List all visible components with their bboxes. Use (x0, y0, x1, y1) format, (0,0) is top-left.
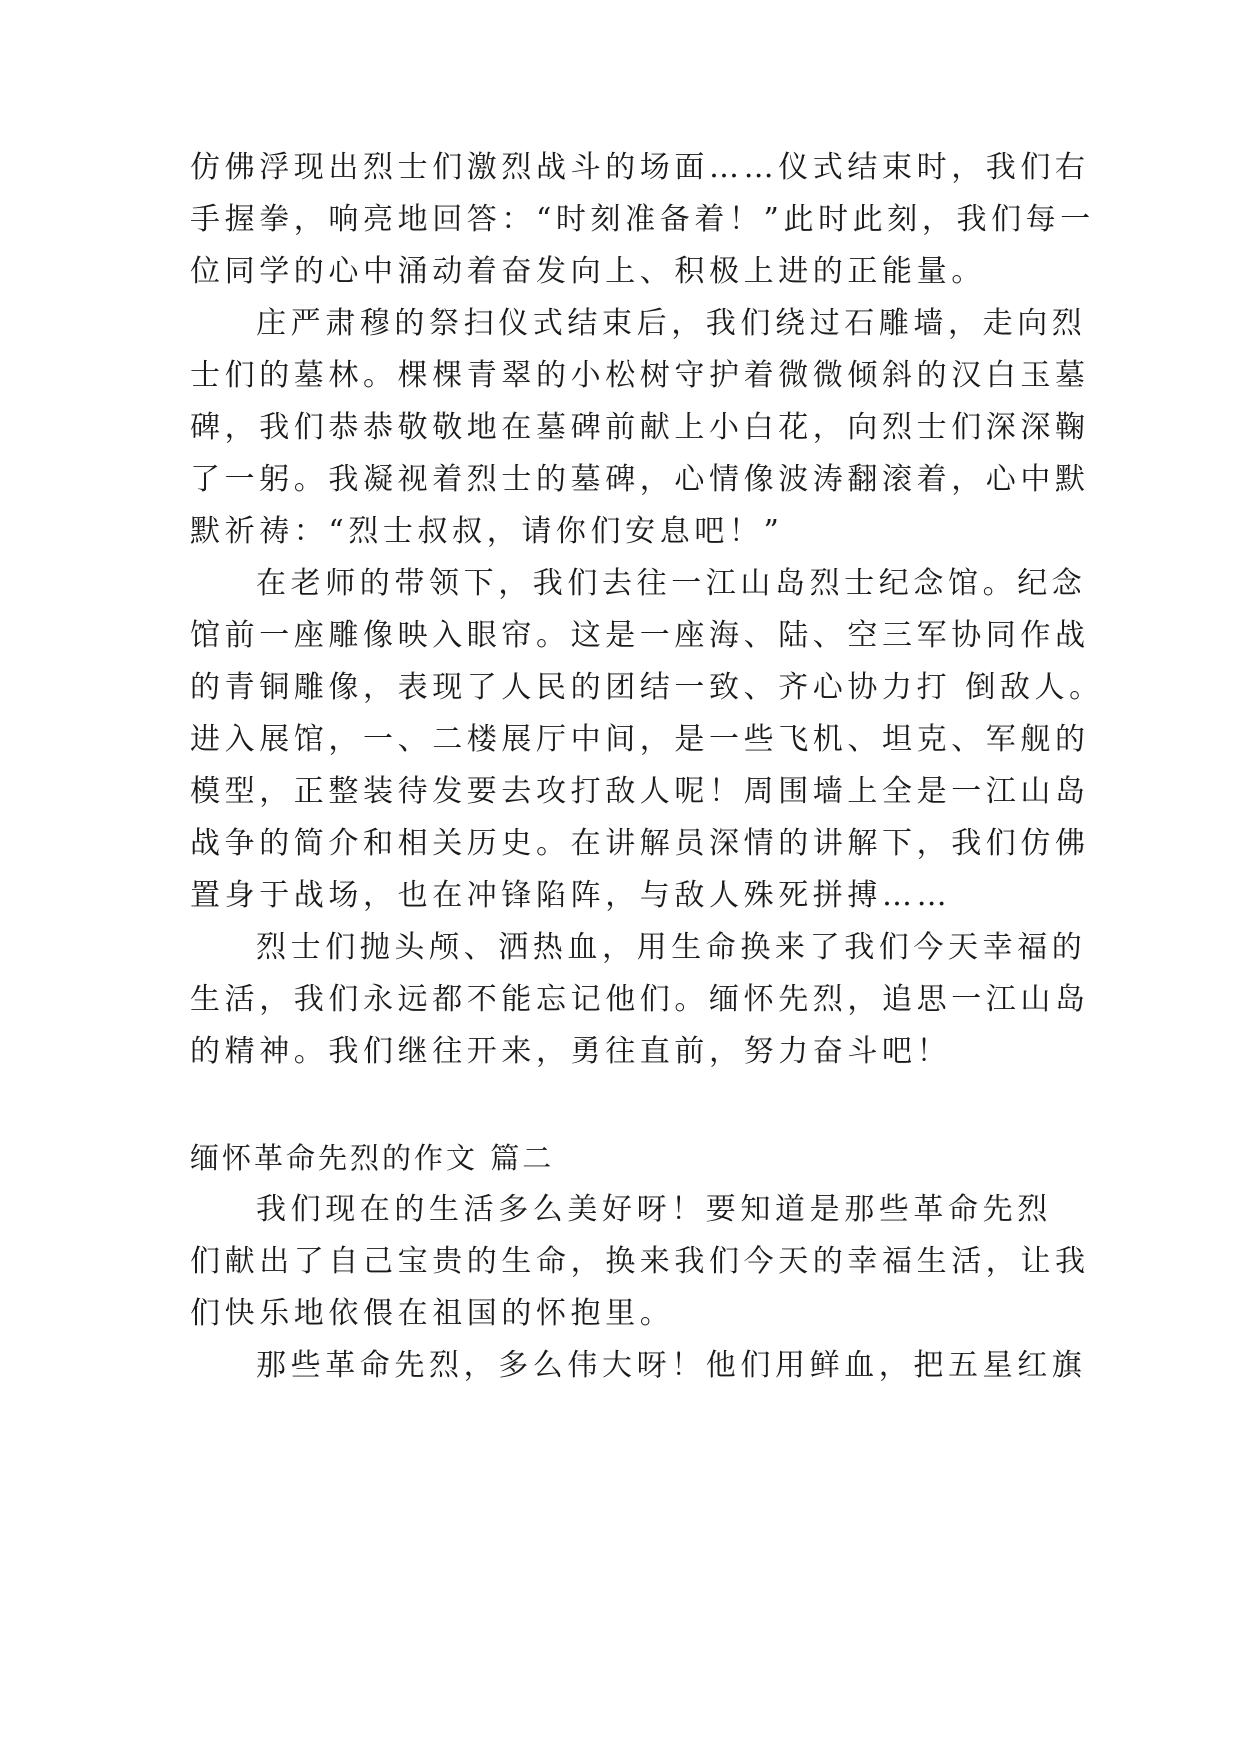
paragraph-4-line-3: 的精神。我们继往开来，勇往直前，努力奋斗吧！ (190, 1034, 952, 1069)
paragraph-2-line-3: 碑，我们恭恭敬敬地在墓碑前献上小白花，向烈士们深深鞠 (190, 410, 1090, 445)
paragraph-2-line-4: 了一躬。我凝视着烈士的墓碑，心情像波涛翻滚着，心中默 (190, 462, 1090, 497)
paragraph-1-line-1: 仿佛浮现出烈士们激烈战斗的场面……仪式结束时，我们右 (190, 150, 1090, 185)
paragraph-3-line-1: 在老师的带领下，我们去往一江山岛烈士纪念馆。纪念 (256, 566, 1087, 601)
paragraph-4-line-2: 生活，我们永远都不能忘记他们。缅怀先烈，追思一江山岛 (190, 982, 1090, 1017)
paragraph-1-line-2: 手握拳，响亮地回答：“时刻准备着！”此时此刻，我们每一 (190, 202, 1095, 237)
paragraph-2-line-1: 庄严肃穆的祭扫仪式结束后，我们绕过石雕墙，走向烈 (256, 306, 1087, 341)
paragraph-3-line-7: 置身于战场，也在冲锋陷阵，与敌人殊死拼搏…… (190, 878, 952, 913)
section-paragraph-1-line-2: 们献出了自己宝贵的生命，换来我们今天的幸福生活，让我 (190, 1244, 1090, 1279)
paragraph-1-line-3: 位同学的心中涌动着奋发向上、积极上进的正能量。 (190, 254, 986, 289)
paragraph-3-line-6: 战争的简介和相关历史。在讲解员深情的讲解下，我们仿佛 (190, 826, 1090, 861)
section-paragraph-2-line-1: 那些革命先烈，多么伟大呀！他们用鲜血，把五星红旗 (256, 1348, 1087, 1383)
section-paragraph-1-line-1: 我们现在的生活多么美好呀！要知道是那些革命先烈 (256, 1192, 1052, 1227)
paragraph-3-line-5: 模型，正整装待发要去攻打敌人呢！周围墙上全是一江山岛 (190, 774, 1090, 809)
paragraph-4-line-1: 烈士们抛头颅、洒热血，用生命换来了我们今天幸福的 (256, 930, 1087, 965)
paragraph-3-line-3: 的青铜雕像，表现了人民的团结一致、齐心协力打 倒敌人。 (190, 670, 1104, 705)
paragraph-3-line-2: 馆前一座雕像映入眼帘。这是一座海、陆、空三军协同作战 (190, 618, 1090, 653)
section-heading: 缅怀革命先烈的作文 篇二 (190, 1141, 555, 1175)
section-paragraph-1-line-3: 们快乐地依偎在祖国的怀抱里。 (190, 1296, 675, 1331)
paragraph-2-line-2: 士们的墓林。棵棵青翠的小松树守护着微微倾斜的汉白玉墓 (190, 358, 1090, 393)
paragraph-2-line-5: 默祈祷：“烈士叔叔，请你们安息吧！” (190, 514, 784, 549)
paragraph-3-line-4: 进入展馆，一、二楼展厅中间，是一些飞机、坦克、军舰的 (190, 722, 1090, 757)
